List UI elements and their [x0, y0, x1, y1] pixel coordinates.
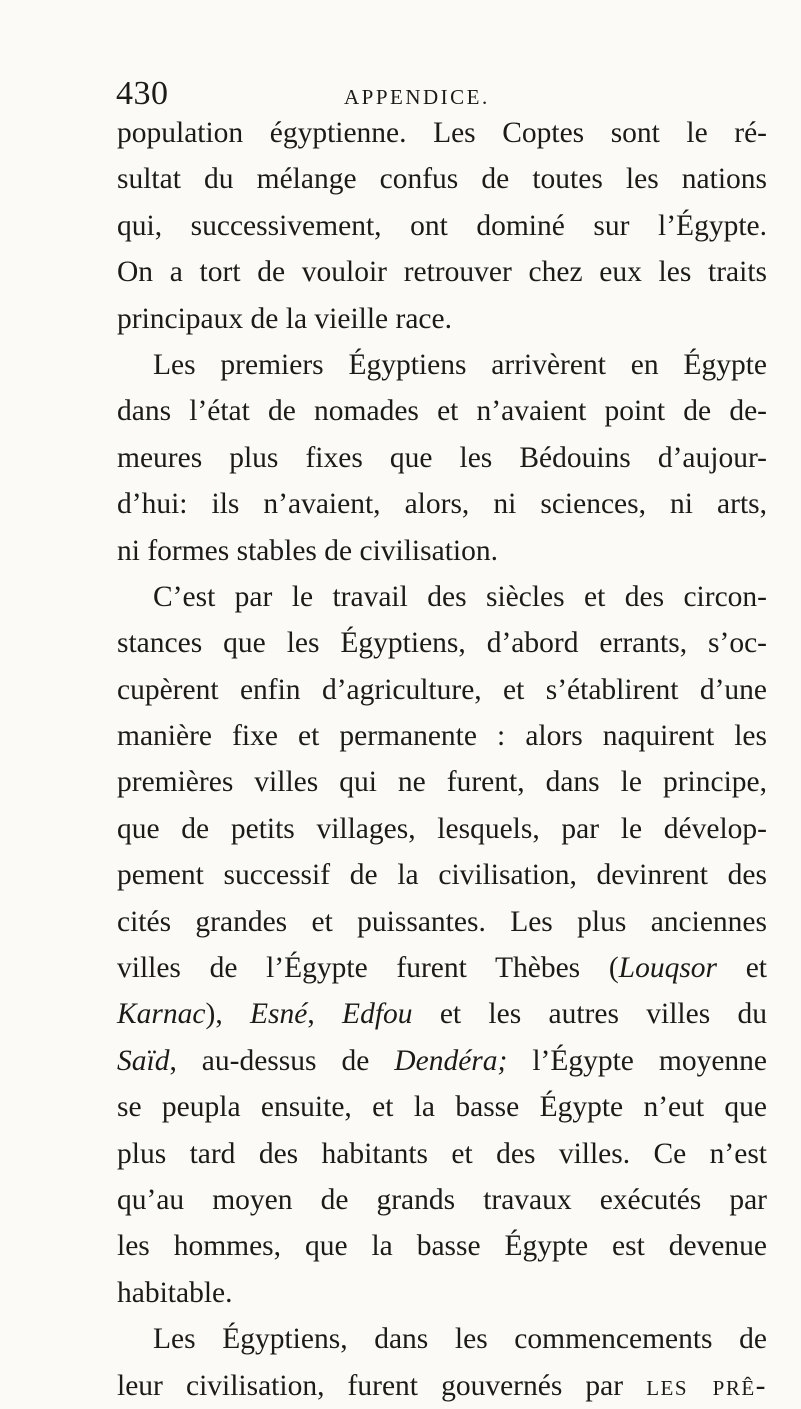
text-line: sultat du mélange confus de toutes les nations — [117, 163, 767, 196]
page-header — [116, 74, 676, 114]
text-line: ni formes stables de civilisation. — [117, 534, 498, 567]
text-line: population égyptienne. Les Coptes sont le ré- — [117, 117, 767, 149]
text-line: d’hui: ils n’avaient, alors, ni sciences, ni arts, — [117, 488, 767, 521]
text-line: premières villes qui ne furent, dans le principe, — [117, 766, 767, 799]
text-line: principaux de la vieille race. — [117, 302, 452, 335]
text-line: qu’au moyen de grands travaux exécutés par — [117, 1183, 767, 1216]
place-name-italic: Edfou — [342, 998, 413, 1031]
text-line: manière fixe et permanente : alors naquirent les — [117, 720, 767, 753]
text-line: cupèrent enfin d’agriculture, et s’établirent d’une — [117, 673, 767, 706]
text-line: dans l’état de nomades et n’avaient point de de- — [117, 395, 767, 428]
text-line: que de petits villages, lesquels, par le dévelop- — [117, 812, 767, 845]
text-line: On a tort de vouloir retrouver chez eux les traits — [117, 256, 767, 289]
paragraph-start-line: C’est par le travail des siècles et des circon- — [153, 580, 767, 613]
text-line: Saïd, au-dessus de Dendéra; l’Égypte moyenne — [117, 1044, 767, 1077]
running-head: APPENDICE. — [344, 85, 490, 109]
place-name-italic: Esné — [250, 998, 308, 1031]
place-name-italic: Karnac — [117, 998, 206, 1031]
text-line: se peupla ensuite, et la basse Égypte n’eut que — [117, 1091, 767, 1124]
text-line: leur civilisation, furent gouvernés par les prê- — [117, 1369, 767, 1402]
text-line: plus tard des habitants et des villes. Ce n’est — [117, 1137, 767, 1170]
paragraph-start-line: Les premiers Égyptiens arrivèrent en Égypte — [153, 348, 767, 381]
text-line: qui, successivement, ont dominé sur l’Égypte. — [117, 209, 767, 242]
small-caps-text: les prê- — [646, 1369, 767, 1402]
text-line: stances que les Égyptiens, d’abord errants, s’oc- — [117, 627, 767, 660]
text-line: habitable. — [117, 1276, 233, 1309]
text-line: cités grandes et puissantes. Les plus anciennes — [117, 905, 767, 938]
place-name-italic: Saïd — [117, 1044, 170, 1077]
paragraph-start-line: Les Égyptiens, dans les commencements de — [153, 1323, 767, 1356]
text-line: meures plus fixes que les Bédouins d’aujour- — [117, 441, 767, 474]
text-line: villes de l’Égypte furent Thèbes (Louqsor et — [117, 952, 768, 985]
place-name-italic: Dendéra; — [394, 1044, 508, 1077]
page-number: 430 — [116, 75, 169, 112]
body-text — [117, 110, 767, 1409]
text-line: Karnac), Esné, Edfou et les autres villes du — [117, 998, 767, 1031]
text-line: les hommes, que la basse Égypte est devenue — [117, 1230, 767, 1263]
place-name-italic: Louqsor — [618, 952, 718, 985]
text-line: pement successif de la civilisation, devinrent des — [117, 859, 767, 892]
